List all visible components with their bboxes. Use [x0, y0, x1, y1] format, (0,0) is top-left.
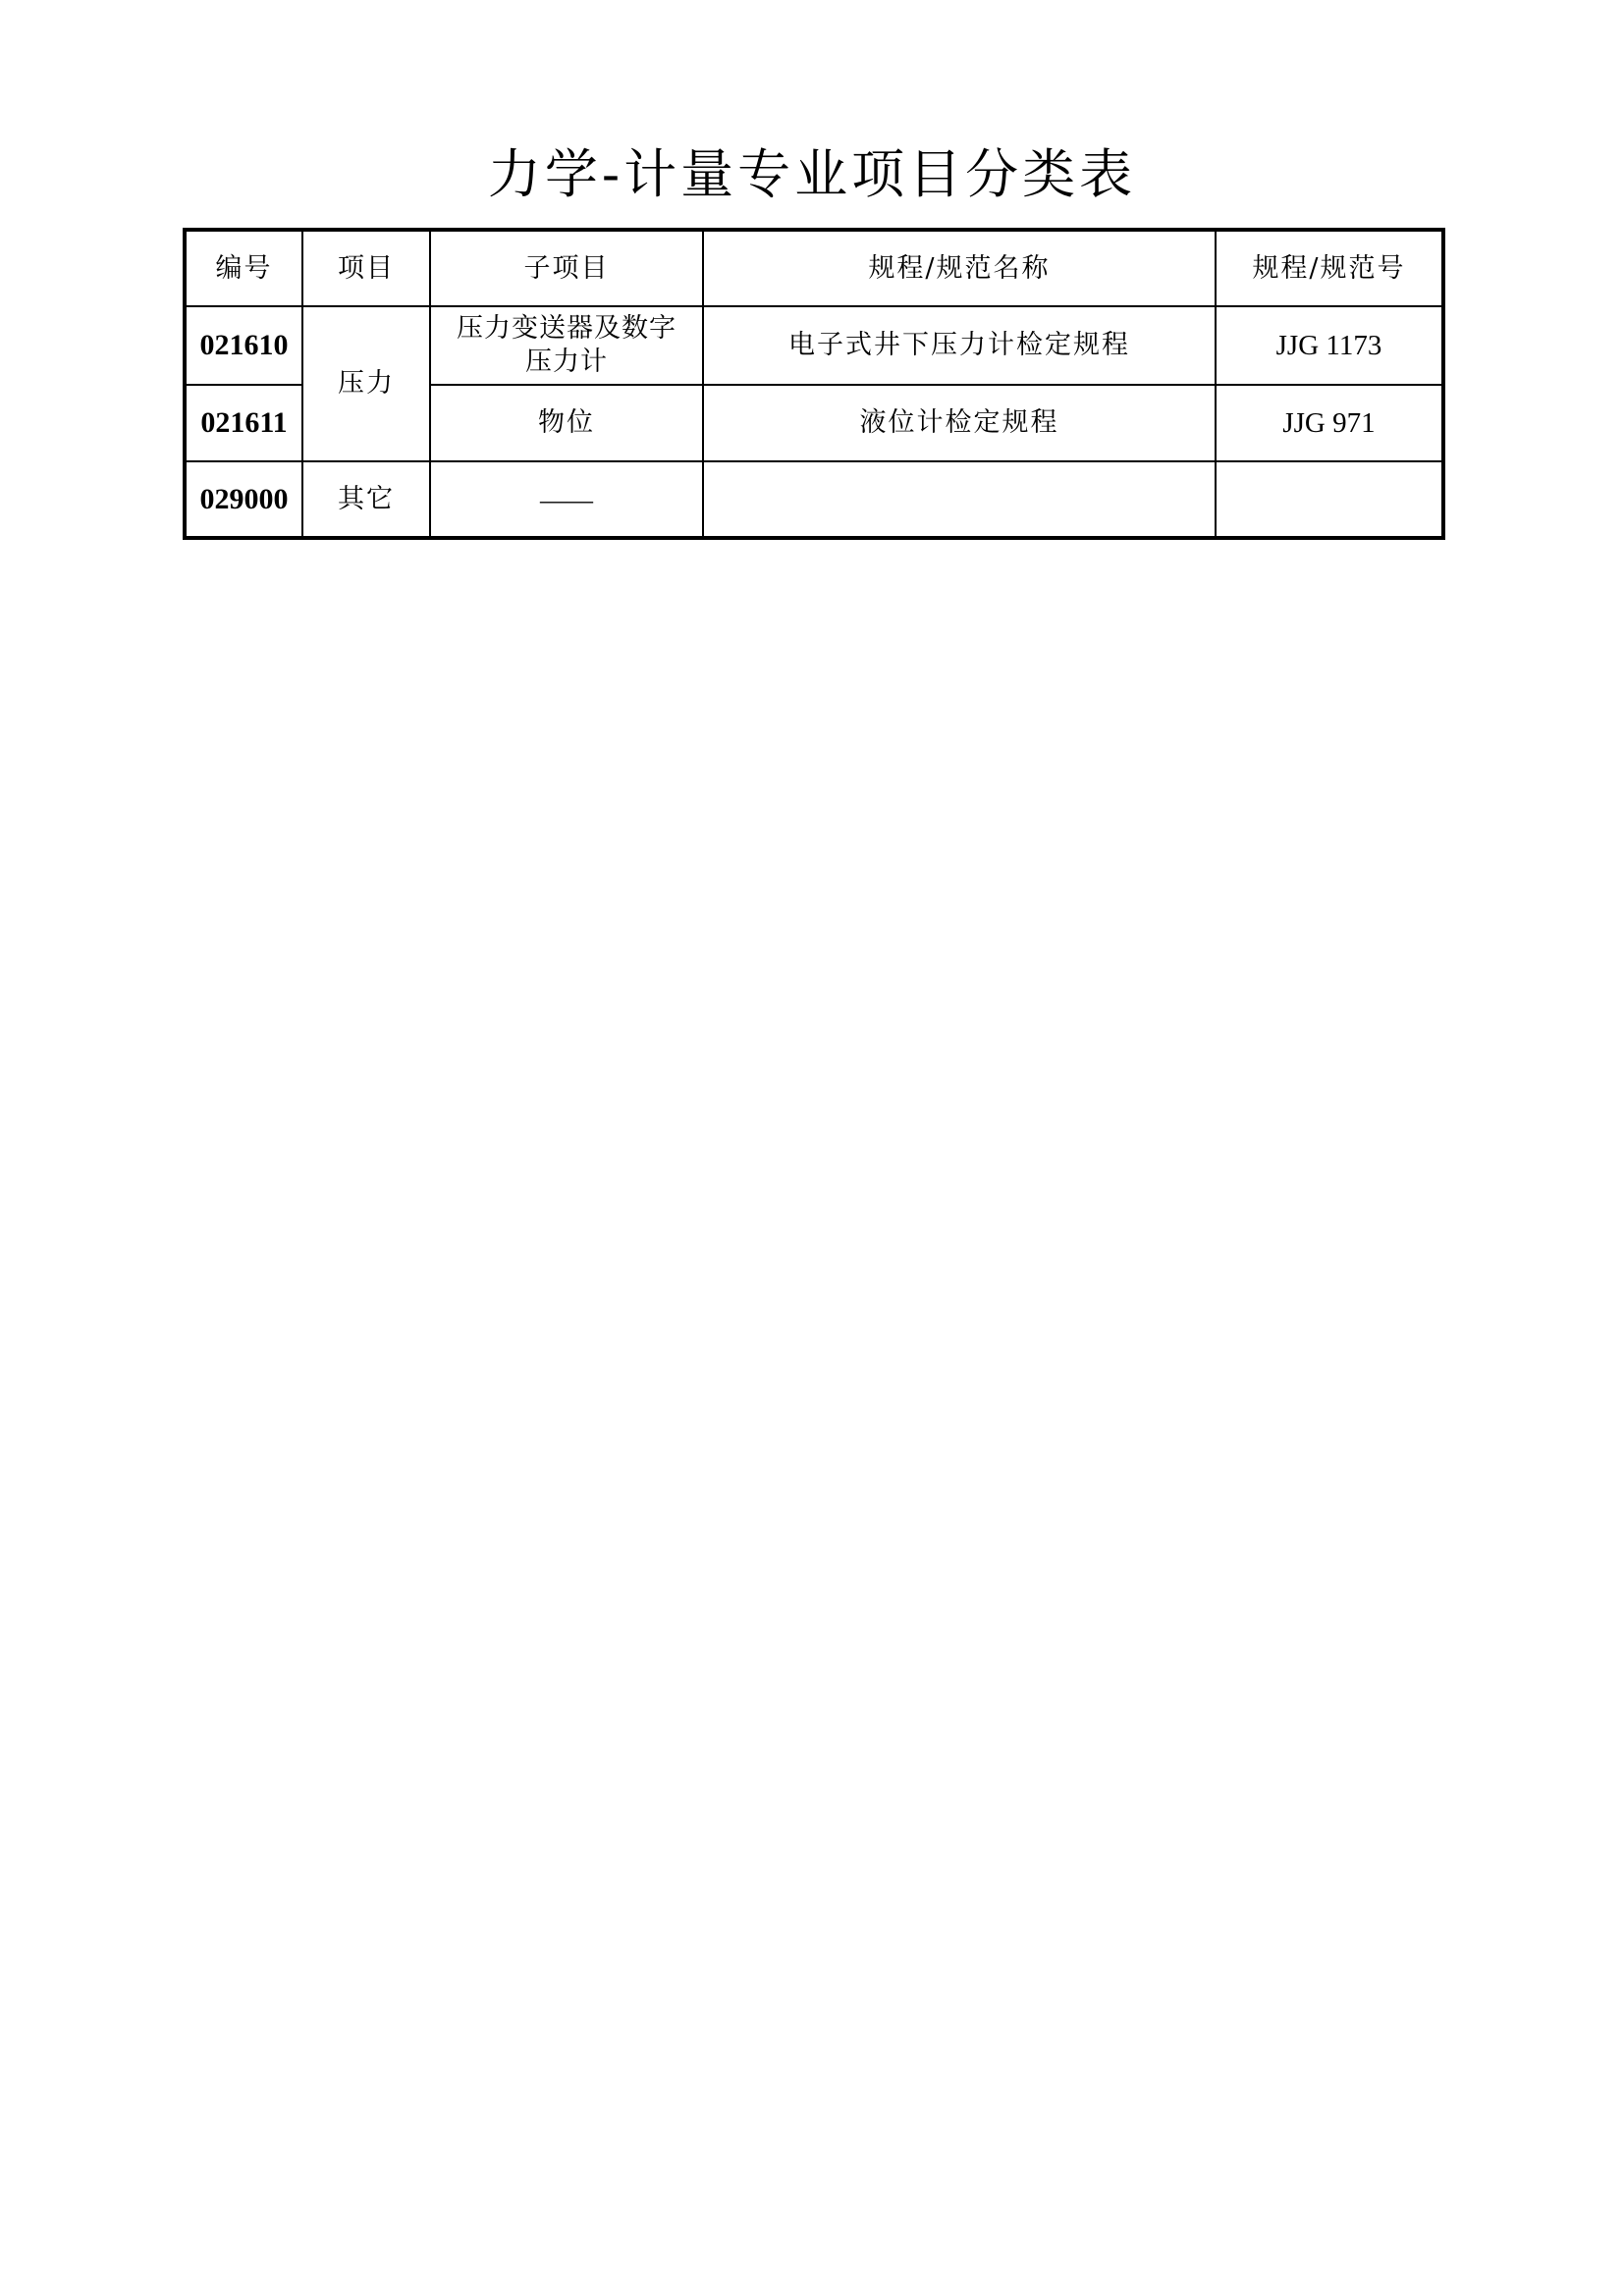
code-cell: 029000 — [185, 461, 302, 538]
item-cell: 其它 — [302, 461, 430, 538]
page-title: 力学-计量专业项目分类表 — [487, 143, 1137, 205]
std-no-cell: JJG 1173 — [1216, 306, 1443, 385]
std-name-cell: 液位计检定规程 — [703, 385, 1216, 461]
table-row — [185, 306, 1443, 385]
std-no-cell — [1216, 461, 1443, 538]
sub-item-cell: —— — [430, 461, 703, 538]
std-name-cell — [703, 461, 1216, 538]
item-cell: 压力 — [302, 306, 430, 461]
table-header-row — [185, 230, 1443, 306]
sub-item-cell: 压力变送器及数字压力计 — [430, 306, 703, 385]
code-cell: 021611 — [185, 385, 302, 461]
table-row — [185, 461, 1443, 538]
header-item: 项目 — [302, 230, 430, 306]
std-no-cell: JJG 971 — [1216, 385, 1443, 461]
header-code: 编号 — [185, 230, 302, 306]
classification-table — [183, 228, 1445, 540]
code-cell: 021610 — [185, 306, 302, 385]
header-sub-item: 子项目 — [430, 230, 703, 306]
std-name-cell: 电子式井下压力计检定规程 — [703, 306, 1216, 385]
header-std-no: 规程/规范号 — [1216, 230, 1443, 306]
header-std-name: 规程/规范名称 — [703, 230, 1216, 306]
sub-item-cell: 物位 — [430, 385, 703, 461]
